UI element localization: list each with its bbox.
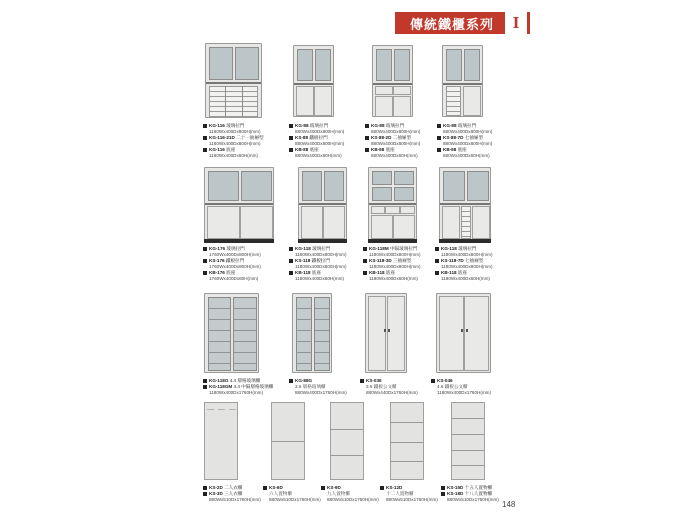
page-title: 傳統鐵櫃系列 [410,17,495,32]
product-caption-ks12d: KS-12D 十二人置物櫃 880Wx510Dx1760H(mm) [380,485,438,503]
product-caption-kg118m: KG-118M 中隔玻璃拉門 1180Wx400Dx800H(mm) KS-118-3D 三抽屜型 1180Wx400Dx800H(mm) KB-118 底座 1180Wx400Dx60H(mm) [363,246,420,282]
product-caption-ks9d: KS-9D 九人置物櫃 880Wx510Dx1760H(mm) [321,485,379,503]
product-image-kg116-21d [205,43,262,118]
product-caption-kg118g: KG-118G 4.4 層格玻璃櫃 KG-118GM 4.4 中隔層格玻璃櫃 1180Wx400Dx1760H(mm) [203,378,273,396]
product-caption-ks15d: KS-15D 十五人置物櫃 KS-18D 十八人置物櫃 880Wx510Dx1760H(mm) [441,485,499,503]
product-image-ks6d [271,402,305,480]
product-image-kg88-ks88-7d [442,45,483,117]
product-image-kg88-ks88-2d [372,45,413,117]
product-caption-ks046: KS-046 4.6 鐵板公文櫃 1180Wx400Dx1760H(mm) [431,378,491,396]
product-image-kg88-ks88 [293,45,334,117]
product-caption-kg88-7d: KG-88 玻璃拉門 880Wx400Dx800H(mm) KS-88-7D 七抽屜型 880Wx400Dx800H(mm) KB-88 底座 880Wx400Dx60H(mm) [437,123,492,159]
product-caption-ks6d: KS-6D 六人置物櫃 880Wx510Dx1760H(mm) [263,485,321,503]
page-number: 148 [502,500,516,509]
product-caption-kg116: KG-116 玻璃拉門 1160Wx400Dx800H(mm) KG-116-21D 二十一抽屜型 1160Wx400Dx800H(mm) KG-116 底座 1160Wx400Dx60H(mm) [203,123,264,159]
product-image-ks046 [436,293,491,373]
product-caption-kg88-2d: KG-88 玻璃拉門 880Wx400Dx800H(mm) KS-88-2D 二抽屜型 880Wx400Dx800H(mm) KB-88 底座 880Wx400Dx60H(mm) [365,123,420,159]
product-image-kg118g [204,293,259,373]
product-image-ks15d-18d [451,402,485,480]
product-caption-kg88: KG-88 玻璃拉門 880Wx400Dx800H(mm) KS-88 鐵板拉門 880Wx400Dx800H(mm) KB-88 底座 880Wx400Dx60H(mm) [289,123,344,159]
product-caption-ks036: KS-036 3.6 鐵板公文櫃 880Wx440Dx1760H(mm) [360,378,418,396]
product-caption-kg118: KG-118 玻璃拉門 1180Wx400Dx800H(mm) KS-118 鐵板拉門 1180Wx400Dx800H(mm) KB-118 底座 1180Wx400Dx60H(mm) [289,246,346,282]
section-numeral: I [505,12,527,34]
product-image-kg118 [298,167,347,240]
bullet-square-icon [203,124,207,128]
product-caption-kg176: KG-176 玻璃拉門 1760Wx400Dx800H(mm) KS-176 鐵板拉門 1760Wx400Dx800H(mm) KB-176 底座 1760Wx400Dx60H(mm) [203,246,261,282]
product-image-kg118-7d [439,167,491,240]
product-image-ks036 [365,293,407,373]
product-caption-kg88g: KG-88G 3.6 層格玻璃櫃 880Wx400Dx1760H(mm) [289,378,347,396]
product-image-kg88g [292,293,332,373]
product-image-ks9d [330,402,364,480]
product-image-ks2d-3d [204,402,238,480]
product-image-kg118m [368,167,417,240]
product-image-ks12d [390,402,424,480]
product-caption-ks2d: KS-2D 二人衣櫃 KS-3D 三人衣櫃 880Wx510Dx1760H(mm) [203,485,261,503]
product-image-kg176 [204,167,274,240]
product-caption-kg118-7d: KG-118 玻璃拉門 1180Wx400Dx800H(mm) KS-118-7D 七抽屜型 1180Wx400Dx800H(mm) KB-118 底座 1180Wx400Dx60H(mm) [435,246,492,282]
